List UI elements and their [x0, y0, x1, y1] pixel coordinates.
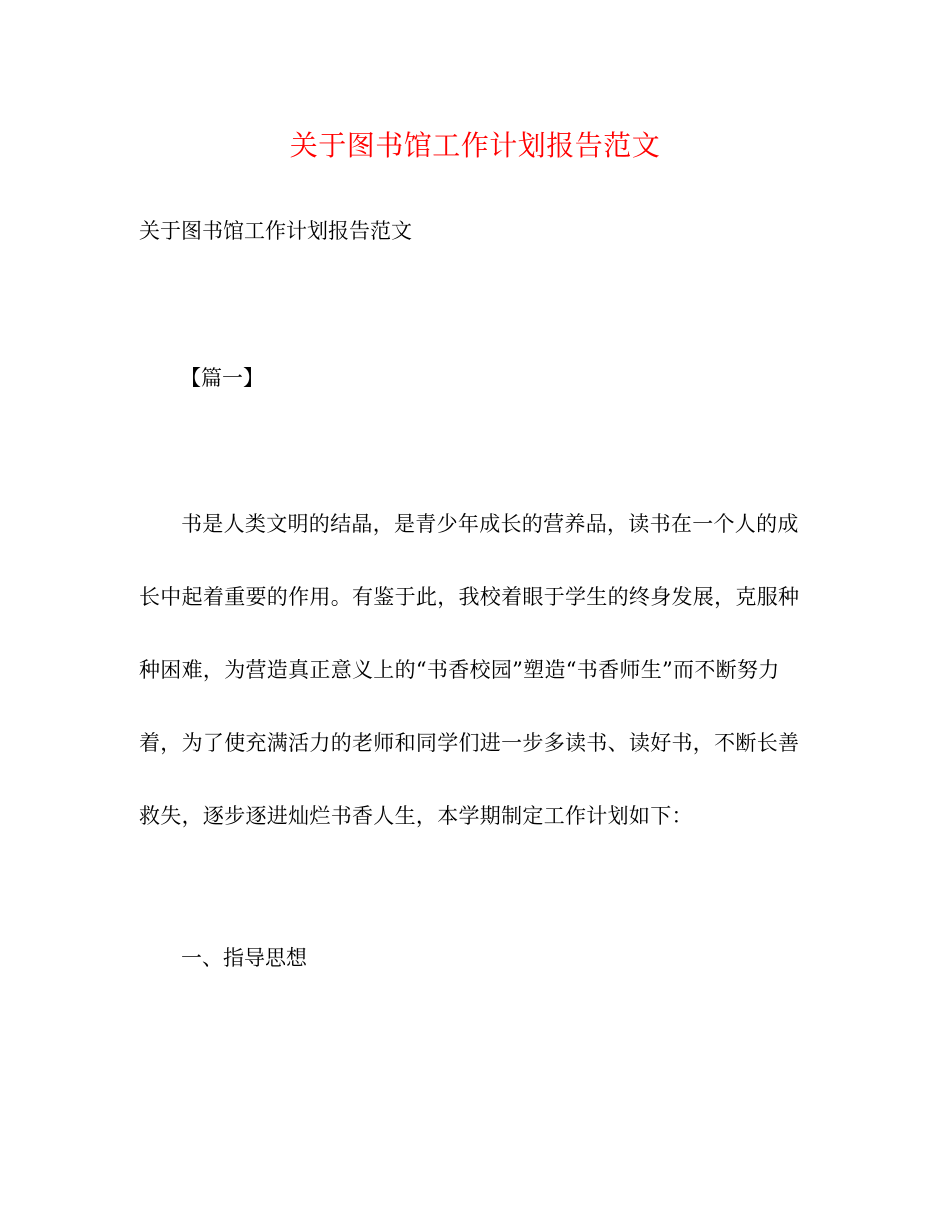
document-title: 关于图书馆工作计划报告范文 [289, 129, 661, 162]
paragraph-line: 着，为了使充满活力的老师和同学们进一步多读书、读好书，不断长善 [139, 731, 800, 755]
paragraph-line: 种困难，为营造真正意义上的“书香校园”塑造“书香师生”而不断努力 [139, 658, 780, 682]
document-subtitle: 关于图书馆工作计划报告范文 [139, 219, 412, 243]
section-marker: 【篇一】 [180, 366, 264, 390]
paragraph-line: 长中起着重要的作用。有鉴于此，我校着眼于学生的终身发展，克服种 [139, 585, 800, 609]
paragraph-line: 书是人类文明的结晶，是青少年成长的营养品，读书在一个人的成 [181, 512, 799, 536]
paragraph-line: 救失，逐步逐进灿烂书香人生，本学期制定工作计划如下： [139, 804, 693, 828]
section-heading: 一、指导思想 [181, 946, 307, 970]
